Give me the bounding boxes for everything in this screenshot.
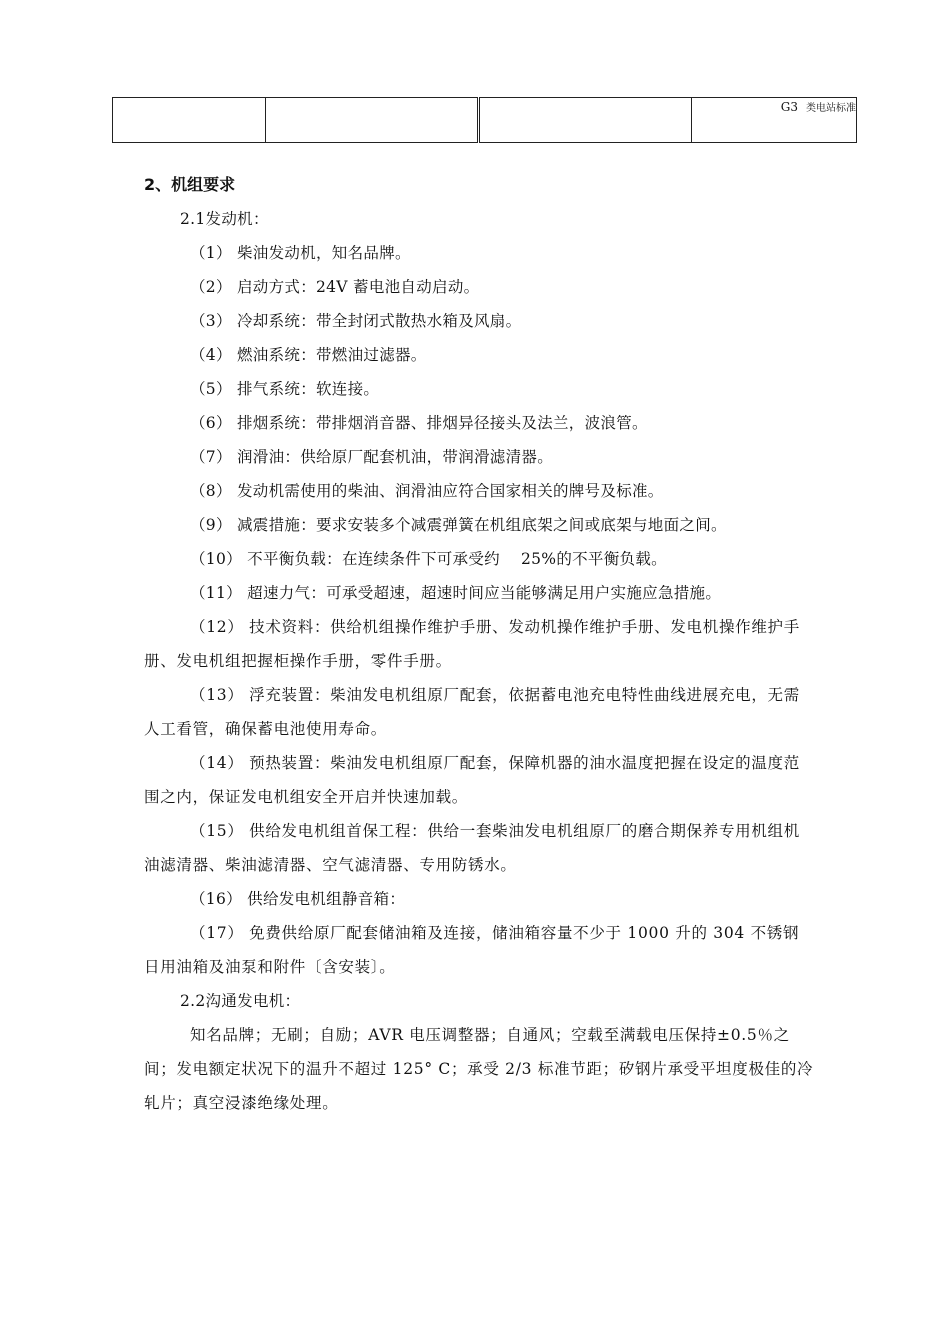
table-cell <box>479 98 692 143</box>
list-item: （4） 燃油系统：带燃油过滤器。 <box>190 346 427 364</box>
table-cell-standard <box>692 98 857 143</box>
list-item: （12） 技术资料：供给机组操作维护手册、发动机操作维护手册、发电机操作维护手册、发电机组把握柜操作手册，零件手册。 <box>144 618 800 670</box>
list-item: （5） 排气系统：软连接。 <box>190 380 380 398</box>
list-item: （16） 供给发电机组静音箱： <box>190 890 406 908</box>
list-item: （14） 预热装置：柴油发电机组原厂配套，保障机器的油水温度把握在设定的温度范围之内，保证发电机组安全开启并快速加载。 <box>144 754 800 806</box>
standard-code: G3 <box>780 100 798 114</box>
table-cell <box>266 98 479 143</box>
section-title: 2、机组要求 <box>144 175 236 194</box>
list-item: （10） 不平衡负载：在连续条件下可承受约 25%的不平衡负载。 <box>190 550 667 568</box>
list-item: （8） 发动机需使用的柴油、润滑油应符合国家相关的牌号及标准。 <box>190 482 664 500</box>
alternator-paragraph: 知名品牌；无刷；自励；AVR 电压调整器；自通风；空载至满载电压保持±0.5％之间；发电额定状况下的温升不超过 125° C；承受 2/3 标准节距；矽钢片承受平坦度极佳的冷轧片；真空浸漆绝缘处理。 <box>144 1026 814 1112</box>
table-row <box>113 98 857 143</box>
document-body <box>144 168 814 1120</box>
list-item: （1） 柴油发动机，知名品牌。 <box>190 244 411 262</box>
list-item: （13） 浮充装置：柴油发电机组原厂配套，依据蓄电池充电特性曲线进展充电，无需人工看管，确保蓄电池使用寿命。 <box>144 686 800 738</box>
list-item: （6） 排烟系统：带排烟消音器、排烟异径接头及法兰，波浪管。 <box>190 414 648 432</box>
list-item: （3） 冷却系统：带全封闭式散热水箱及风扇。 <box>190 312 522 330</box>
list-item: （15） 供给发电机组首保工程：供给一套柴油发电机组原厂的磨合期保养专用机组机油滤清器、柴油滤清器、空气滤清器、专用防锈水。 <box>144 822 800 874</box>
table-cell <box>113 98 266 143</box>
engine-heading: 2.1发动机： <box>180 210 269 228</box>
list-item: （17） 免费供给原厂配套储油箱及连接，储油箱容量不少于 1000 升的 304 不锈钢日用油箱及油泵和附件〔含安装〕。 <box>144 924 800 976</box>
list-item: （2） 启动方式：24V 蓄电池自动启动。 <box>190 278 480 296</box>
list-item: （9） 减震措施：要求安装多个减震弹簧在机组底架之间或底架与地面之间。 <box>190 516 727 534</box>
header-table <box>112 97 857 143</box>
list-item: （7） 润滑油：供给原厂配套机油，带润滑滤清器。 <box>190 448 553 466</box>
standard-label: 类电站标准 <box>806 103 856 114</box>
list-item: （11） 超速力气：可承受超速，超速时间应当能够满足用户实施应急措施。 <box>190 584 722 602</box>
alternator-heading: 2.2沟通发电机： <box>180 992 301 1010</box>
